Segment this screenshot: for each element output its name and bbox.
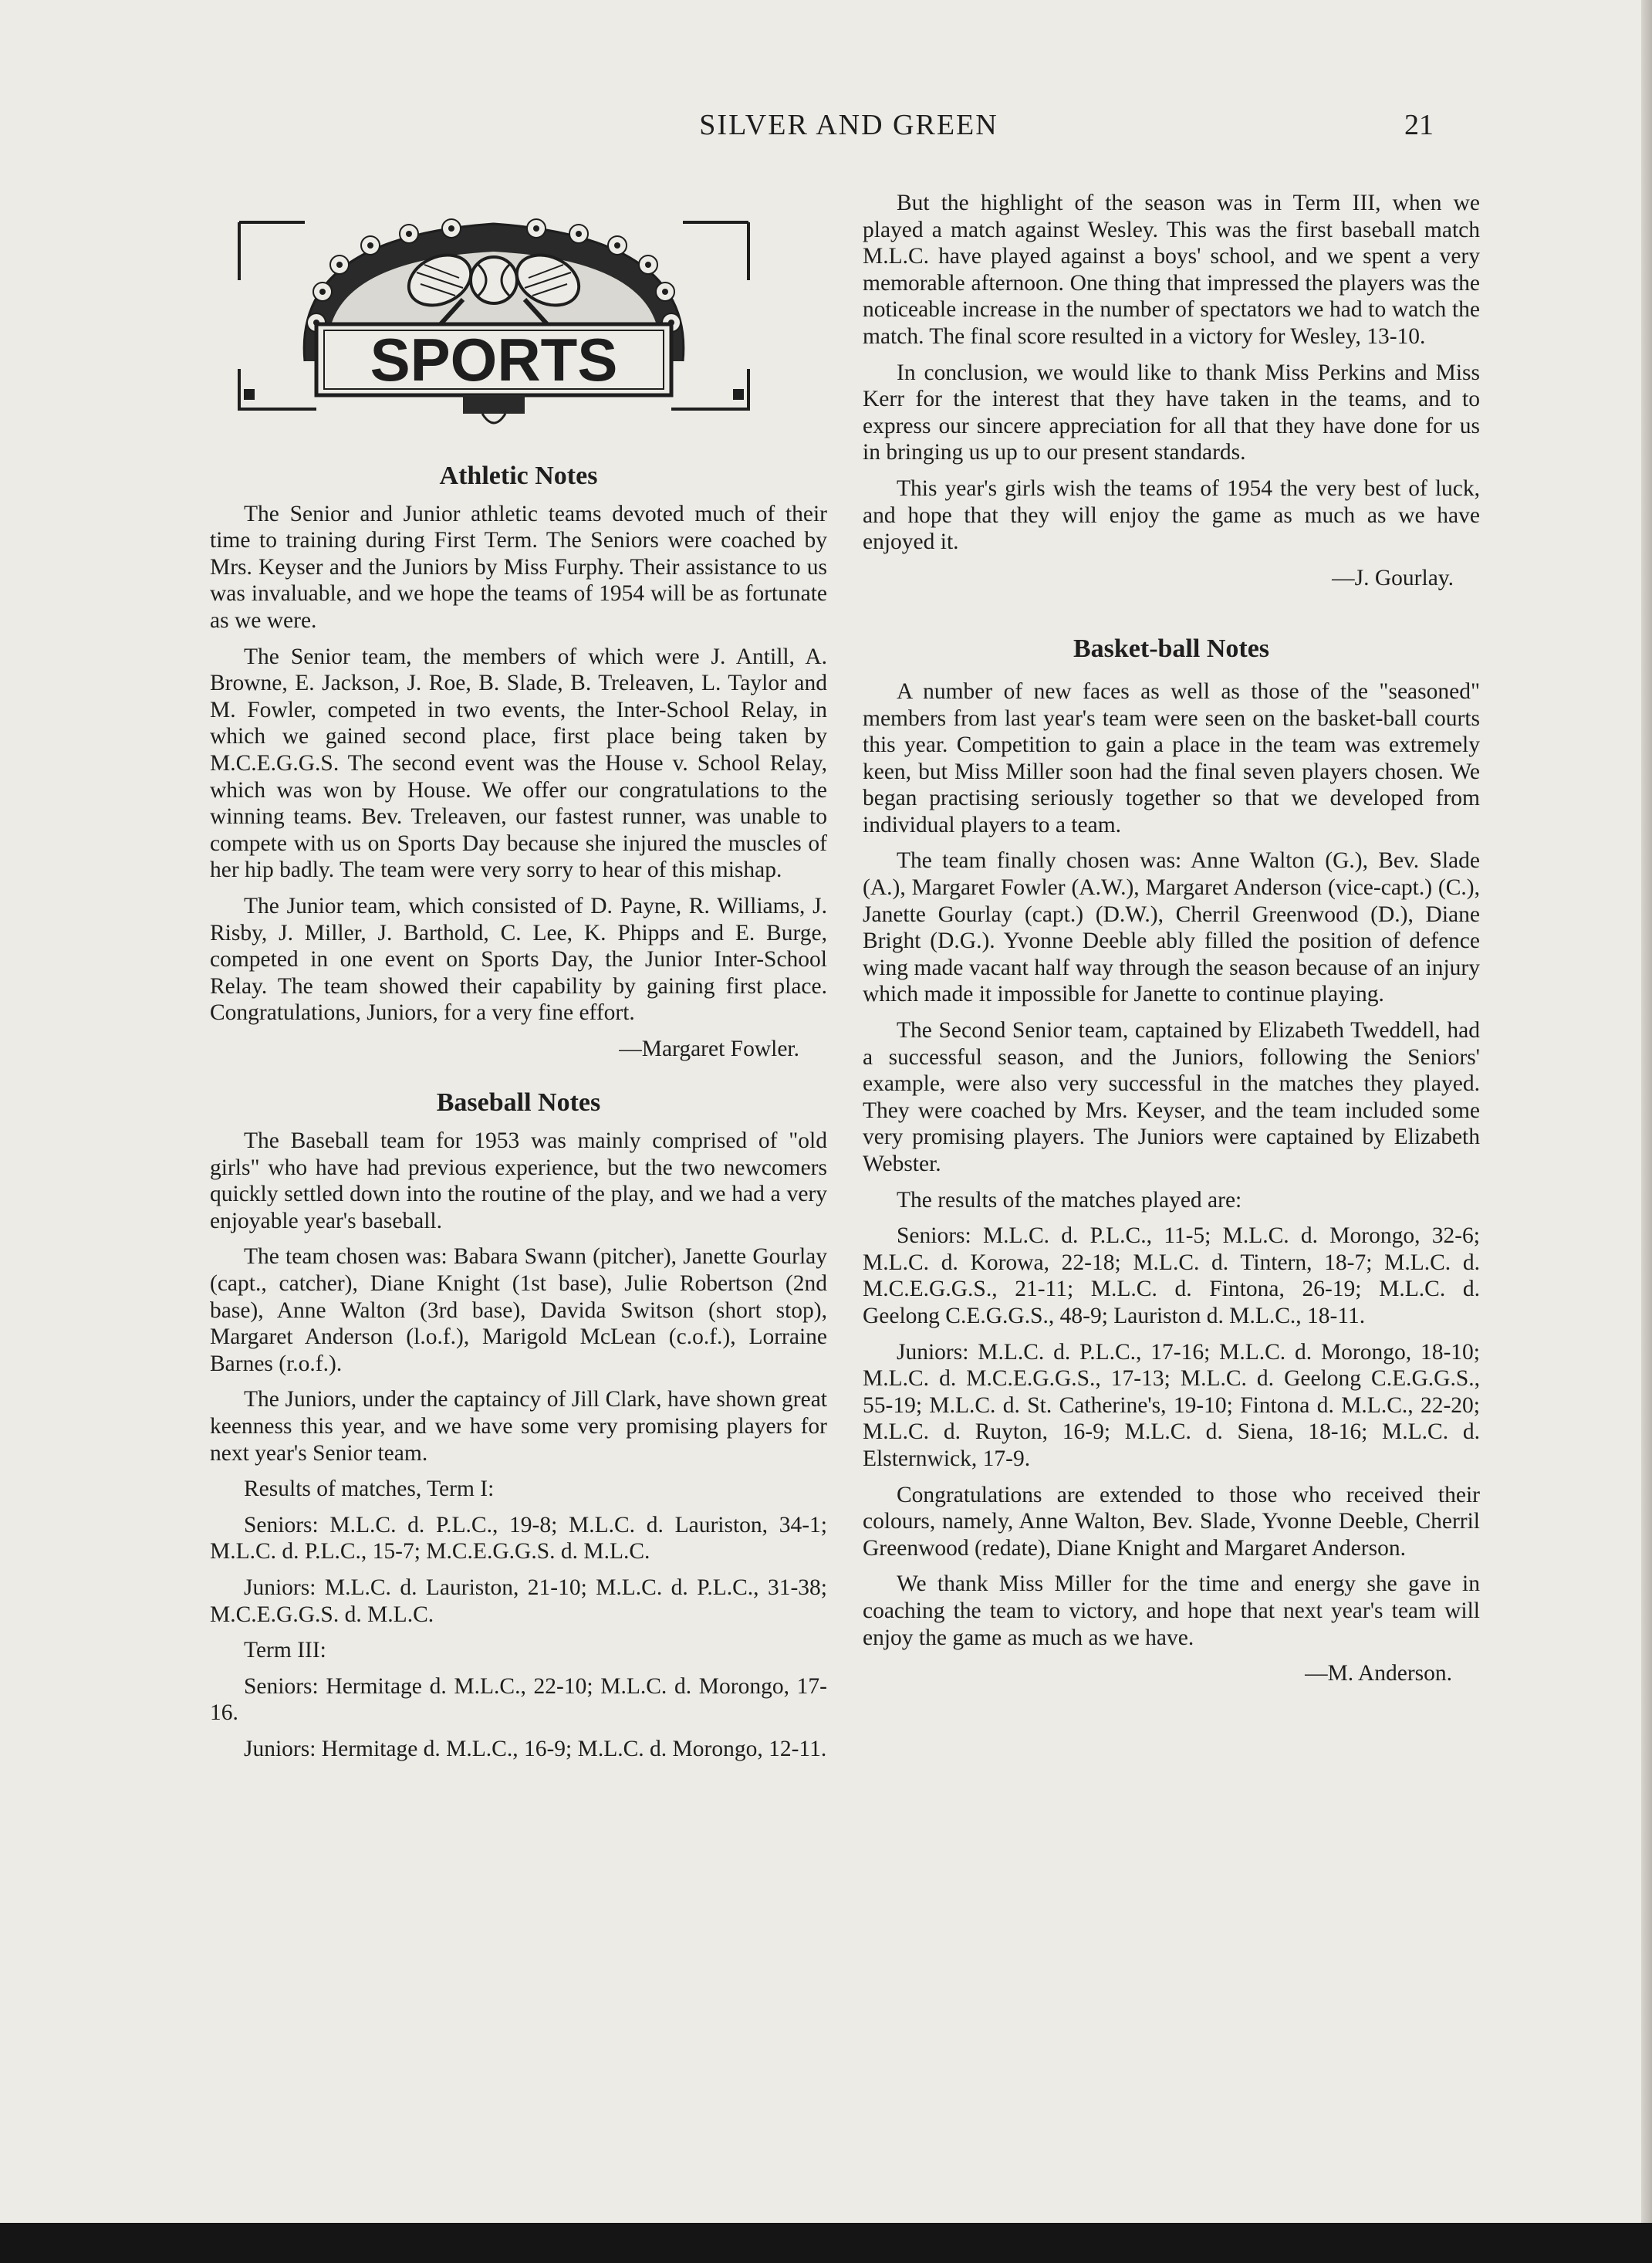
left-column [210, 463, 827, 1772]
baseball-results-term3: Term III: [244, 1638, 326, 1663]
right-column [863, 190, 1480, 1696]
athletic-paragraph-2: The Senior team, the members of which were J. Antill, A. Browne, E. Jackson, J. Roe, B. Slade, B. Treleaven, L. Taylor and M. Fowler, competed in two events, the Inter-School Relay, in which we gained second place, first place being taken by M.C.E.G.G.S. The second event was the House v. School Relay, which was won by House. We offer our congratulations to the winning teams. Bev. Treleaven, our fastest runner, was unable to compete with us on Sports Day because she injured the muscles of her hip badly. The team were very sorry to hear of this mishap. [210, 644, 827, 883]
athletic-paragraph-1: The Senior and Junior athletic teams devoted much of their time to training during First Term. The Seniors were coached by Mrs. Keyser and the Juniors by Miss Furphy. Their assistance to us was invaluable, and we hope the teams of 1954 will be as fortunate as we were. [210, 501, 827, 633]
baseball-paragraph-2: The team chosen was: Babara Swann (pitcher), Janette Gourlay (capt., catcher), Diane Knight (1st base), Julie Robertson (2nd base), Anne Walton (3rd base), Davida Switson (short stop), Margaret Anderson (l.o.f.), Marigold McLean (c.o.f.), Lorraine Barnes (r.o.f.). [210, 1244, 827, 1376]
baseball-cont-paragraph-3: This year's girls wish the teams of 1954 the very best of luck, and hope that they will enjoy the game as much as we have enjoyed it. [863, 475, 1480, 555]
basketball-seniors-results: Seniors: M.L.C. d. P.L.C., 11-5; M.L.C. d. Morongo, 32-6; M.L.C. d. Korowa, 22-18; M.L.C. d. Tintern, 18-7; M.L.C. d. M.C.E.G.G.S., 21-11; M.L.C. d. Fintona, 26-19; M.L.C. d. Geelong C.E.G.G.S., 48-9; Lauriston d. M.L.C., 18-11. [863, 1223, 1480, 1328]
baseball-term3-juniors: Juniors: Hermitage d. M.L.C., 16-9; M.L.C. d. Morongo, 12-11. [244, 1736, 827, 1761]
basketball-paragraph-3: The Second Senior team, captained by Elizabeth Tweddell, had a successful season, and the Juniors, following the Seniors' example, were also very successful in the matches they played. They were coached by Mrs. Keyser, and the team included some very promising players. The Juniors were captained by Elizabeth Webster. [863, 1018, 1480, 1176]
sports-crest-icon [231, 207, 756, 438]
baseball-paragraph-1: The Baseball team for 1953 was mainly comprised of "old girls" who have had previous experience, but the two newcomers quickly settled down into the routine of the play, and we had a very enjoyable year's baseball. [210, 1128, 827, 1233]
running-title: SILVER AND GREEN [699, 109, 998, 141]
basketball-juniors-results: Juniors: M.L.C. d. P.L.C., 17-16; M.L.C. d. Morongo, 18-10; M.L.C. d. M.C.E.G.G.S., 17-13; M.L.C. d. Geelong C.E.G.G.S., 55-19; M.L.C. d. St. Catherine's, 19-10; Fintona d. M.L.C., 22-20; M.L.C. d. Ruyton, 16-9; M.L.C. d. Siena, 18-16; M.L.C. d. Elsternwick, 17-9. [863, 1339, 1480, 1471]
baseball-notes-heading: Baseball Notes [436, 1088, 601, 1118]
athletic-paragraph-3: The Junior team, which consisted of D. Payne, R. Williams, J. Risby, J. Miller, J. Barthold, C. Lee, K. Phipps and E. Burge, competed in one event on Sports Day, the Junior Inter-School Relay. The team showed their capability by gaining first place. Congratulations, Juniors, for a very fine effort. [210, 893, 827, 1026]
sports-crest-label: SPORTS [370, 326, 618, 394]
basketball-colours: Congratulations are extended to those who received their colours, namely, Anne Walton, Bev. Slade, Yvonne Deeble, Cherril Greenwood (redate), Diane Knight and Margaret Anderson. [863, 1482, 1480, 1561]
athletic-notes-heading: Athletic Notes [439, 462, 598, 490]
baseball-term1-juniors: Juniors: M.L.C. d. Lauriston, 21-10; M.L.C. d. P.L.C., 31-38; M.C.E.G.G.S. d. M.L.C. [210, 1575, 827, 1627]
scan-border [0, 2223, 1652, 2263]
baseball-paragraph-3: The Juniors, under the captaincy of Jill Clark, have shown great keenness this year, and we have some very promising players for next year's Senior team. [210, 1387, 827, 1466]
page-edge [1641, 0, 1652, 2223]
basketball-results-intro: The results of the matches played are: [897, 1187, 1242, 1213]
basketball-paragraph-2: The team finally chosen was: Anne Walton (G.), Bev. Slade (A.), Margaret Fowler (A.W.), Margaret Anderson (vice-capt.) (C.), Janette Gourlay (capt.) (D.W.), Cherril Greenwood (D.), Diane Bright (D.G.). Yvonne Deeble ably filled the position of defence wing made vacant half way through the season because of an injury which made it impossible for Janette to continue playing. [863, 848, 1480, 1007]
basketball-paragraph-1: A number of new faces as well as those of the "seasoned" members from last year's team were seen on the basket-ball courts this year. Competition to gain a place in the team was extremely keen, but Miss Miller soon had the final seven players chosen. We began practising seriously together so that we developed from individual players to a team. [863, 678, 1480, 837]
baseball-term3-seniors: Seniors: Hermitage d. M.L.C., 22-10; M.L.C. d. Morongo, 17-16. [210, 1673, 827, 1726]
baseball-results-term1: Results of matches, Term I: [244, 1477, 495, 1502]
athletic-signature: —Margaret Fowler. [619, 1036, 799, 1061]
basketball-notes-heading: Basket-ball Notes [1073, 634, 1270, 664]
baseball-cont-paragraph-1: But the highlight of the season was in Term III, when we played a match against Wesley. This was the first baseball match M.L.C. have played against a boys' school, and we spent a very memorable afternoon. One thing that impressed the players was the noticeable increase in the number of spectators we had to watch the match. The final score resulted in a victory for Wesley, 13-10. [863, 191, 1480, 349]
basketball-signature: —M. Anderson. [1305, 1661, 1452, 1686]
baseball-cont-paragraph-2: In conclusion, we would like to thank Miss Perkins and Miss Kerr for the interest that they have taken in the teams, and to express our sincere appreciation for all that they have done for us in bringing us up to our present standards. [863, 360, 1480, 465]
baseball-signature: —J. Gourlay. [1332, 565, 1454, 590]
baseball-term1-seniors: Seniors: M.L.C. d. P.L.C., 19-8; M.L.C. d. Lauriston, 34-1; M.L.C. d. P.L.C., 15-7; M.C.E.G.G.S. d. M.L.C. [210, 1512, 827, 1564]
basketball-thanks: We thank Miss Miller for the time and energy she gave in coaching the team to victory, and hope that next year's team will enjoy the game as much as we have. [863, 1571, 1480, 1650]
page-number: 21 [1404, 109, 1434, 141]
